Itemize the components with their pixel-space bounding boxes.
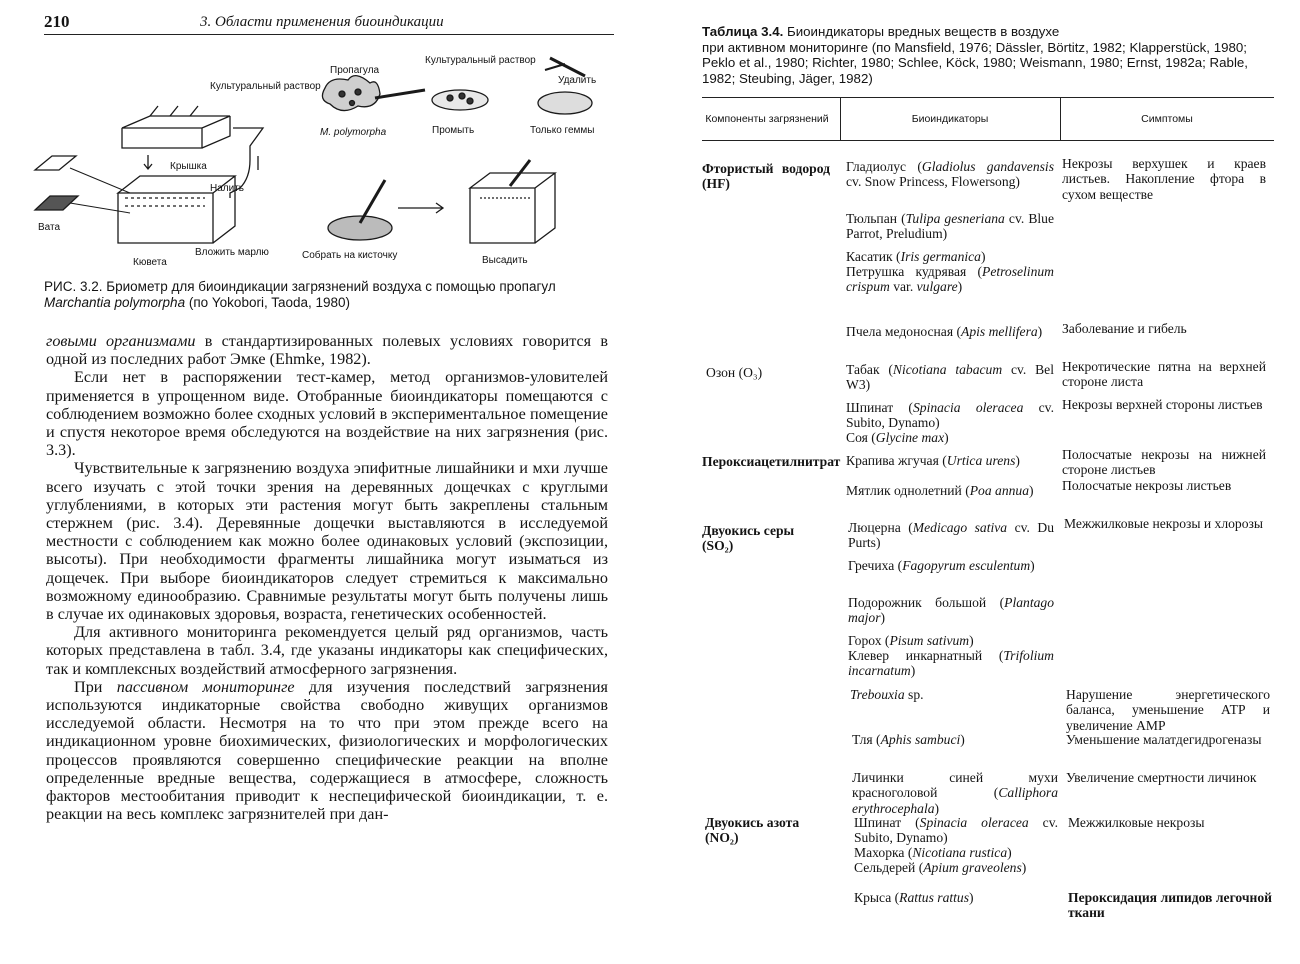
table-title-text: Биоиндикаторы вредных веществ в воздухе xyxy=(787,24,1060,39)
indicator-pea xyxy=(848,633,1054,648)
running-title: 3. Области применения биоиндикации xyxy=(200,14,444,30)
lid-drawing xyxy=(122,116,230,148)
species-text: Мятлик однолетний ( xyxy=(846,483,970,498)
species-text: ) xyxy=(957,279,963,295)
species-latin-name: vulgare xyxy=(916,279,958,295)
indicator-iris xyxy=(846,249,1054,264)
indicator-makhorka xyxy=(854,845,1058,860)
label-culture-solution-1: Культуральный раствор xyxy=(210,81,321,92)
symptom-poa: Полосчатые некрозы листьев xyxy=(1062,478,1232,493)
table-label: Таблица 3.4. xyxy=(702,24,784,39)
symptom-trebouxia: Нарушение энергетического баланса, уменьшение АТР и увеличение АМР xyxy=(1066,687,1270,733)
paragraph-5-lead: При xyxy=(74,677,117,696)
species-text: Крапива жгучая ( xyxy=(846,453,947,468)
species-latin-name: Trebouxia xyxy=(850,687,905,702)
indicator-tulip xyxy=(846,211,1054,242)
species-text: Клевер инкарнатный ( xyxy=(848,648,1004,663)
species-text: ) xyxy=(1007,845,1012,860)
label-pour: Налить xyxy=(210,183,244,194)
paragraph-5 xyxy=(46,678,608,824)
symptom-rat: Пероксидация липидов легочной ткани xyxy=(1068,890,1272,921)
species-text: Горох ( xyxy=(848,633,890,648)
species-text: ) xyxy=(880,610,886,626)
species-text: cv. Subito, Dynamo) xyxy=(846,400,1054,431)
species-latin-name: Apium graveolens xyxy=(923,860,1022,875)
species-text: Пчела медоносная ( xyxy=(846,324,962,339)
symptom-aphid: Уменьшение малатдегидрогеназы xyxy=(1066,732,1262,747)
indicator-clover xyxy=(848,648,1054,679)
symptom-no2: Межжилковые некрозы xyxy=(1068,815,1205,830)
indicator-nettle xyxy=(846,453,1054,468)
label-cuvette: Кювета xyxy=(133,257,167,268)
paragraph-1 xyxy=(46,332,608,368)
indicator-celery xyxy=(854,860,1058,875)
label-plant-out: Высадить xyxy=(482,255,528,266)
indicator-gladiolus xyxy=(846,159,1054,190)
symptom-fly: Увеличение смертности личинок xyxy=(1066,770,1257,785)
species-text: Касатик ( xyxy=(846,249,901,264)
paragraph-5-text: для изучения последствий загрязнения используются индикаторные свойства свободно живущих организмов исследуемой области. Несмотря на то что при этом прежде всего на индикационном уровне биохимических, физиологических и морфологических процессов проявляются совершенно специфические реакции на вполне определенные вредные вещества, содержащиеся в атмосфере, сложность факторов местообитания приводит к неспецифической биоиндикации, т. е. реакции на весь комплекс загрязнителей при дан- xyxy=(46,677,609,824)
paragraph-1-italic: говыми организмами xyxy=(46,332,196,350)
label-cotton: Вата xyxy=(38,222,61,233)
paragraph-4: Для активного мониторинга рекомендуется целый ряд организмов, часть которых представлена в табл. 3.4, где указаны индикаторы как специфических, так и комплексных воздействий атмосферного загрязнения. xyxy=(46,623,608,678)
header-rule xyxy=(44,34,614,35)
species-latin-name: Aphis sambuci xyxy=(880,732,961,747)
species-text: ) xyxy=(934,800,940,816)
symptom-tobacco: Некротические пятна на верхней стороне листа xyxy=(1062,359,1266,390)
species-latin-name: Nicotiana tabacum xyxy=(892,362,1003,377)
species-text: ) xyxy=(1037,324,1043,339)
component-no2: Двуокись азота (NO₂) xyxy=(705,815,800,846)
species-latin-name: Medicago sativa xyxy=(912,520,1008,535)
label-remove: Удалить xyxy=(558,75,597,86)
gemmae-dish-drawing xyxy=(538,92,592,114)
paragraph-3: Чувствительные к загрязнению воздуха эпифитные лишайники и мхи лучше всего изучать с этой точки зрения на деревянных дощечках с круглыми углублениями, в которых эти растения могут быть закреплены стальным стержнем (рис. 3.4). Деревянные дощечки выставляются в исследуемой местности с соблюдением как можно более одинаковых условий (экспозиции, высоты). При необходимости фрагменты лишайника могут изыматься из дощечек. При выборе биоиндикаторов следует стремиться к максимально возможному единообразию. Сравнимые результаты могут быть получены лишь в случае их одинаковых здоровья, возраста, генетических особенностей. xyxy=(46,459,608,624)
species-text: cv. Du Purts) xyxy=(848,520,1054,551)
species-text: Подорожник большой ( xyxy=(848,595,1005,610)
species-latin-name: Nicotiana rustica xyxy=(912,845,1008,860)
label-m-polymorpha: M. polymorpha xyxy=(320,127,387,138)
species-text: ) xyxy=(969,633,974,648)
species-text: ) xyxy=(1030,558,1035,573)
species-latin-name: Plantago major xyxy=(848,595,1054,626)
species-text: Табак ( xyxy=(846,362,893,377)
species-text: cv. Subito, Dynamo) xyxy=(854,815,1059,846)
species-text: Гречиха ( xyxy=(848,558,903,573)
species-text: ) xyxy=(1021,860,1027,875)
species-latin-name: Tulipa gesneriana xyxy=(905,211,1005,226)
species-text: ) xyxy=(969,890,974,905)
caption-reference: (по Yokobori, Taoda, 1980) xyxy=(188,295,351,310)
caption-text: Бриометр для биоиндикации загрязнений воздуха с помощью пропагул xyxy=(106,279,556,294)
species-latin-name: Gladiolus gandavensis xyxy=(921,159,1054,174)
species-text: Личинки синей мухи красноголовой ( xyxy=(852,770,1058,801)
symptom-so2: Межжилковые некрозы и хлорозы xyxy=(1064,516,1264,531)
label-wash: Промыть xyxy=(432,125,475,136)
label-culture-solution-2: Культуральный раствор xyxy=(425,55,536,66)
species-latin-name: Petroselinum crispum xyxy=(846,264,1054,295)
indicator-rat xyxy=(854,890,1058,905)
caption-label: РИС. 3.2. xyxy=(44,279,103,294)
bryometer-figure xyxy=(30,48,610,273)
body-text xyxy=(46,332,608,823)
paragraph-5-italic: пассивном мониторинге xyxy=(116,677,295,696)
species-text: Махорка ( xyxy=(854,845,913,860)
symptom-bee: Заболевание и гибель xyxy=(1062,321,1187,336)
indicator-poa xyxy=(846,483,1054,498)
species-text: Петрушка кудрявая ( xyxy=(846,264,983,279)
indicator-spinach xyxy=(846,400,1054,431)
right-page xyxy=(650,0,1300,964)
cotton-square-1 xyxy=(35,156,76,170)
species-latin-name: Rattus rattus xyxy=(899,890,970,905)
indicator-bee xyxy=(846,324,1054,339)
species-text: Шпинат ( xyxy=(854,815,920,830)
species-text: Шпинат ( xyxy=(846,400,913,415)
species-latin-name: Trifolium incarnatum xyxy=(848,648,1054,679)
species-text: Крыса ( xyxy=(854,890,900,905)
species-text: Тля ( xyxy=(852,732,881,747)
label-propagule: Пропагула xyxy=(330,65,380,76)
species-text: ) xyxy=(1029,483,1034,498)
species-text: Сельдерей ( xyxy=(854,860,924,875)
species-text: var. xyxy=(889,279,917,295)
paragraph-2: Если нет в распоряжении тест-камер, метод организмов-уловителей применяется в упрощенном виде. Отобранные биоиндикаторы помещаются с соблюдением возможно более сходных условий в экспериментальное помещение и спустя некоторое время обследуются на воздействие на них загрязнения (рис. 3.3). xyxy=(46,368,608,460)
species-latin-name: Iris germanica xyxy=(900,249,981,264)
species-latin-name: Spinacia oleracea xyxy=(919,815,1029,830)
species-latin-name: Calliphora erythrocephala xyxy=(852,785,1058,816)
species-text: ) xyxy=(960,732,965,747)
indicator-fly xyxy=(852,770,1058,816)
species-text: Люцерна ( xyxy=(848,520,913,535)
column-header-symptoms: Симптомы xyxy=(1141,113,1193,125)
species-text: cv. Bel W3) xyxy=(846,362,1054,393)
indicator-soy xyxy=(846,430,1054,445)
species-text: ) xyxy=(1015,453,1020,468)
brush-dish-drawing xyxy=(328,216,392,240)
species-text: Тюльпан ( xyxy=(846,211,906,226)
table-subtitle: при активном мониторинге (по Mansfield, 1976; Dässler, Börtitz, 1982; Klapperstück, 1980; Peklo et al., 1980; Richter, 1980; Schlee, Köck, 1980; Weismann, 1980; Ernst, 1982a; Rable, 1982; Steubing, Jäger, 1982) xyxy=(702,39,1248,86)
component-o3: Озон (O₃) xyxy=(706,365,763,380)
figure-caption xyxy=(44,279,608,311)
species-text: sp. xyxy=(904,687,924,702)
species-text: cv. Snow Princess, Flowersong) xyxy=(846,174,1020,190)
species-latin-name: Glycine max xyxy=(875,430,945,445)
symptom-spinach: Некрозы верхней стороны листьев xyxy=(1062,397,1263,412)
page-number: 210 xyxy=(44,12,70,31)
column-header-bioindicators: Биоиндикаторы xyxy=(911,113,989,125)
symptom-nettle: Полосчатые некрозы на нижней стороне листьев xyxy=(1062,447,1266,478)
component-so2: Двуокись серы (SO₂) xyxy=(702,523,795,554)
indicator-alfalfa xyxy=(848,520,1054,551)
paragraph-1-text: в стандартизированных полевых условиях говорится в одной из последних работ Эмке (Ehmke, 1982). xyxy=(46,332,608,369)
symptom-hf: Некрозы верхушек и краев листьев. Накопление фтора в сухом веществе xyxy=(1062,156,1266,202)
indicator-trebouxia xyxy=(850,687,1054,702)
species-latin-name: Pisum sativum xyxy=(889,633,970,648)
species-latin-name: Apis mellifera xyxy=(961,324,1038,339)
table-header xyxy=(702,97,1274,141)
lid-handles-drawing xyxy=(150,106,198,116)
indicator-buckwheat xyxy=(848,558,1054,573)
species-latin-name: Poa annua xyxy=(969,483,1030,498)
label-collect-brush: Собрать на кисточку xyxy=(302,250,398,261)
species-text: Соя ( xyxy=(846,430,876,445)
species-text: ) xyxy=(944,430,949,445)
component-pan: Пероксиацетилнитрат xyxy=(702,454,841,469)
indicator-aphid xyxy=(852,732,1054,747)
species-text: cv. Blue Parrot, Preludium) xyxy=(846,211,1054,242)
indicator-spinach-no2 xyxy=(854,815,1058,846)
indicator-tobacco xyxy=(846,362,1054,393)
caption-species: Marchantia polymorpha xyxy=(44,295,186,310)
species-text: ) xyxy=(910,663,916,679)
indicator-parsley xyxy=(846,264,1054,295)
component-hf: Фтористый водород (HF) xyxy=(702,161,830,192)
species-text: Гладиолус ( xyxy=(846,159,922,174)
label-insert-gauze: Вложить марлю xyxy=(195,247,269,258)
label-lid: Крышка xyxy=(170,161,207,172)
table-title xyxy=(702,24,1274,86)
species-text: ) xyxy=(980,249,986,264)
species-latin-name: Urtica urens xyxy=(946,453,1016,468)
species-latin-name: Spinacia oleracea xyxy=(912,400,1024,415)
label-only-gemmae: Только геммы xyxy=(530,125,595,136)
column-header-components: Компоненты загрязнений xyxy=(705,113,829,125)
species-latin-name: Fagopyrum esculentum xyxy=(902,558,1031,573)
indicator-plantain xyxy=(848,595,1054,626)
